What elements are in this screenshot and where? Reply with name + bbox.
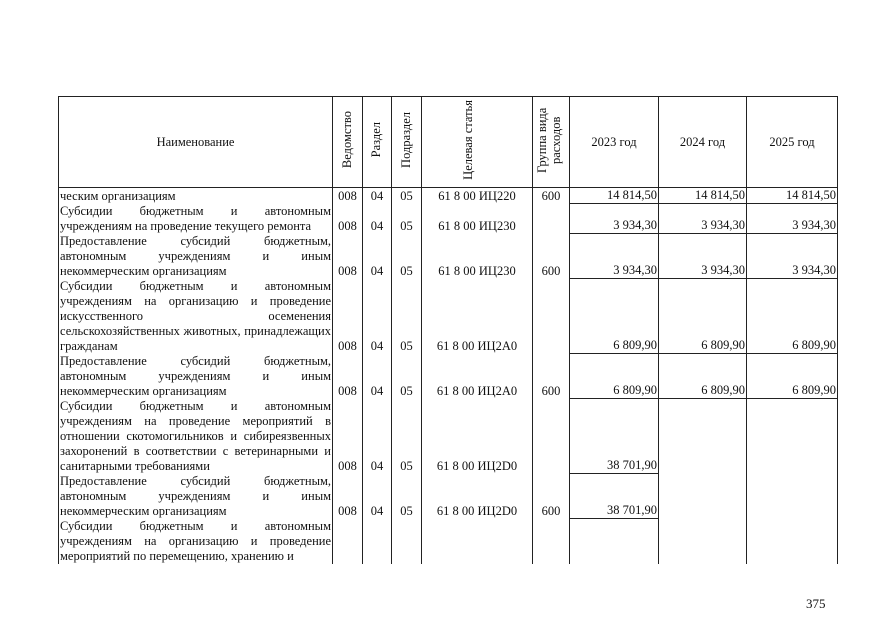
row-2023 (570, 519, 659, 564)
row-2023: 6 809,90 (570, 354, 659, 399)
table-row (59, 354, 838, 399)
row-vedomstvo: 008 (333, 399, 363, 474)
row-razdel: 04 (363, 354, 392, 399)
row-2025 (747, 399, 838, 474)
row-razdel: 04 (363, 474, 392, 519)
row-2024: 6 809,90 (659, 354, 747, 399)
row-vedomstvo: 008 (333, 204, 363, 234)
row-2025 (747, 519, 838, 564)
row-vedomstvo: 008 (333, 354, 363, 399)
row-2025: 6 809,90 (747, 354, 838, 399)
row-gruppa: 600 (533, 188, 570, 204)
row-2025: 14 814,50 (747, 188, 838, 204)
header-row (59, 97, 838, 188)
row-celevaya: 61 8 00 ИЦ2D0 (422, 399, 533, 474)
row-2023: 3 934,30 (570, 204, 659, 234)
row-podrazdel: 05 (392, 474, 422, 519)
row-podrazdel: 05 (392, 279, 422, 354)
row-2025: 3 934,30 (747, 234, 838, 279)
row-razdel: 04 (363, 234, 392, 279)
table-row (59, 279, 838, 354)
row-2024 (659, 399, 747, 474)
row-name: Субсидии бюджетным и автономным учреждениям на проведение мероприятий в отношении скотомогильников и сибиреязвенных захоронений в соответствии с ветеринарными и санитарными требованиями (60, 398, 331, 473)
table-row (59, 474, 838, 519)
row-podrazdel: 05 (392, 354, 422, 399)
row-gruppa (533, 279, 570, 354)
row-razdel: 04 (363, 399, 392, 474)
row-gruppa: 600 (533, 354, 570, 399)
row-name: Субсидии бюджетным и автономным учреждениям на организацию и проведение искусственного осеменения сельскохозяйственных животных, принадлежащих гражданам (60, 278, 331, 353)
col-header-2024: 2024 год (659, 97, 747, 188)
table-row (59, 204, 838, 234)
row-razdel: 04 (363, 188, 392, 204)
row-vedomstvo: 008 (333, 234, 363, 279)
row-name: Субсидии бюджетным и автономным учреждениям на организацию и проведение мероприятий по перемещению, хранению и (60, 518, 331, 563)
row-podrazdel: 05 (392, 188, 422, 204)
row-razdel (363, 519, 392, 564)
row-name: ческим организациям (59, 188, 333, 204)
row-celevaya: 61 8 00 ИЦ2D0 (422, 474, 533, 519)
table-row (59, 234, 838, 279)
table-row (59, 519, 838, 564)
row-2024 (659, 474, 747, 519)
row-2024: 6 809,90 (659, 279, 747, 354)
row-gruppa: 600 (533, 474, 570, 519)
row-celevaya: 61 8 00 ИЦ220 (422, 188, 533, 204)
row-2023: 14 814,50 (570, 188, 659, 204)
col-header-name: Наименование (59, 97, 333, 188)
col-header-vedomstvo: Ведомство (333, 97, 363, 188)
row-vedomstvo: 008 (333, 279, 363, 354)
row-gruppa (533, 204, 570, 234)
row-gruppa (533, 519, 570, 564)
row-2025: 3 934,30 (747, 204, 838, 234)
row-2023: 38 701,90 (570, 399, 659, 474)
row-2024 (659, 519, 747, 564)
row-2024: 3 934,30 (659, 204, 747, 234)
row-celevaya: 61 8 00 ИЦ230 (422, 204, 533, 234)
row-podrazdel: 05 (392, 204, 422, 234)
col-header-podrazdel: Подраздел (392, 97, 422, 188)
table-row (59, 188, 838, 204)
row-2025 (747, 474, 838, 519)
col-header-celevaya: Целевая статья (422, 97, 533, 188)
row-podrazdel: 05 (392, 234, 422, 279)
row-vedomstvo: 008 (333, 188, 363, 204)
col-header-2025: 2025 год (747, 97, 838, 188)
row-podrazdel: 05 (392, 399, 422, 474)
row-gruppa: 600 (533, 234, 570, 279)
row-2024: 3 934,30 (659, 234, 747, 279)
row-celevaya: 61 8 00 ИЦ2А0 (422, 354, 533, 399)
row-2023: 38 701,90 (570, 474, 659, 519)
row-gruppa (533, 399, 570, 474)
table-row (59, 399, 838, 474)
row-name: Предоставление субсидий бюджетным, автономным учреждениям и иным некоммерческим организациям (60, 353, 331, 398)
col-header-2023: 2023 год (570, 97, 659, 188)
row-celevaya: 61 8 00 ИЦ2А0 (422, 279, 533, 354)
row-celevaya: 61 8 00 ИЦ230 (422, 234, 533, 279)
row-2024: 14 814,50 (659, 188, 747, 204)
row-2025: 6 809,90 (747, 279, 838, 354)
row-2023: 3 934,30 (570, 234, 659, 279)
row-podrazdel (392, 519, 422, 564)
row-vedomstvo: 008 (333, 474, 363, 519)
row-name: Предоставление субсидий бюджетным, автономным учреждениям и иным некоммерческим организациям (60, 473, 331, 518)
row-razdel: 04 (363, 279, 392, 354)
row-razdel: 04 (363, 204, 392, 234)
row-name: Предоставление субсидий бюджетным, автономным учреждениям и иным некоммерческим организациям (60, 233, 331, 278)
budget-table (58, 96, 838, 564)
page-number: 375 (806, 596, 826, 611)
row-name: Субсидии бюджетным и автономным учреждениям на проведение текущего ремонта (60, 203, 331, 233)
col-header-gruppa: Группа вида расходов (533, 97, 570, 188)
row-2023: 6 809,90 (570, 279, 659, 354)
row-vedomstvo (333, 519, 363, 564)
col-header-razdel: Раздел (363, 97, 392, 188)
row-celevaya (422, 519, 533, 564)
